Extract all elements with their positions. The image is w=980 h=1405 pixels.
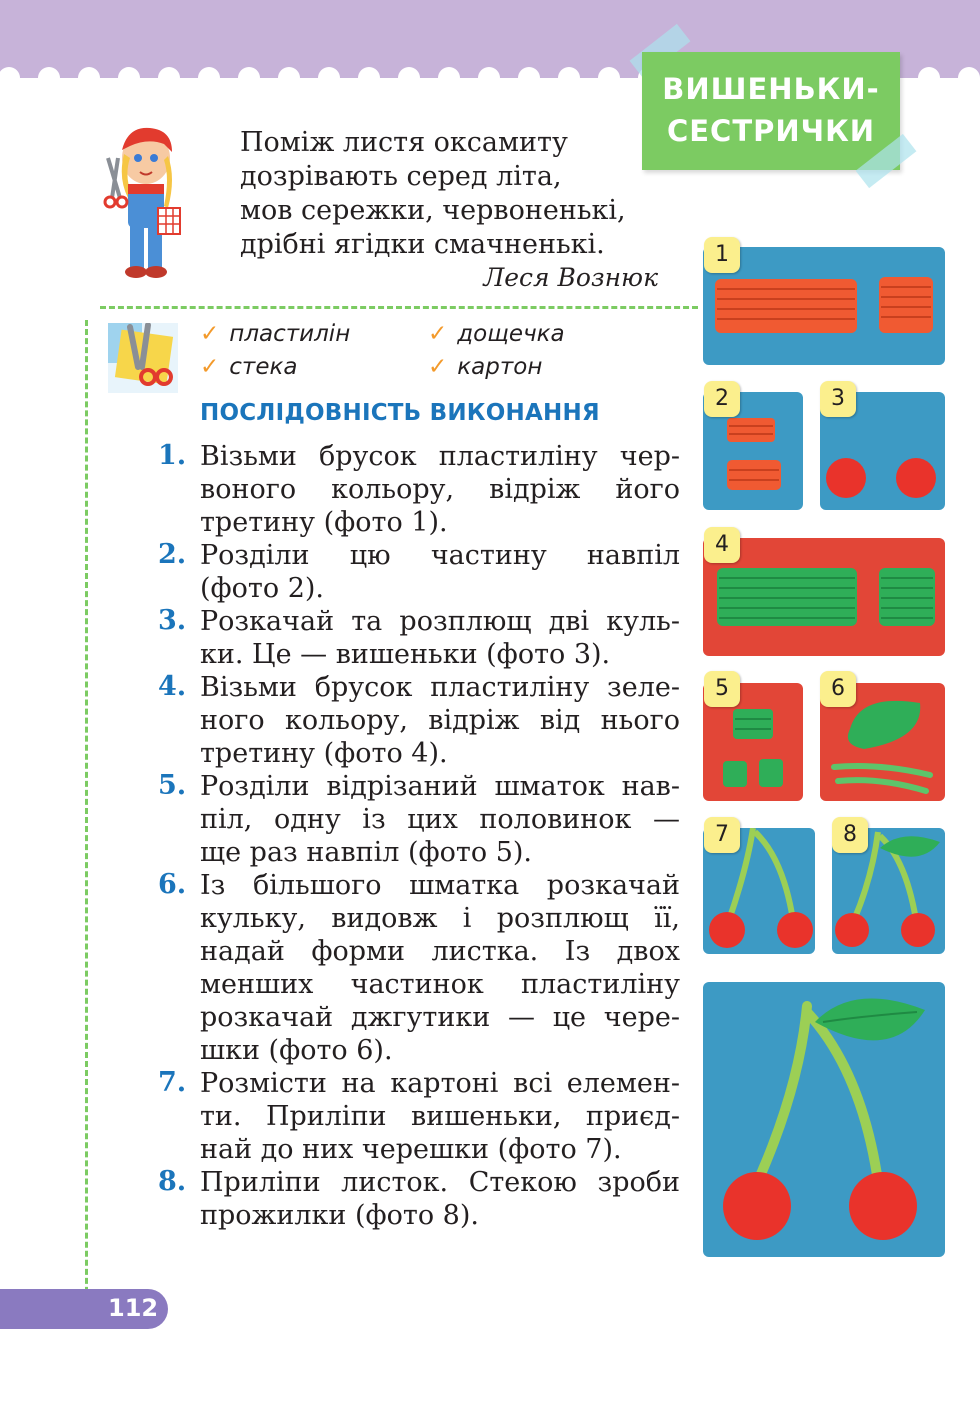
check-icon: ✓ [428, 321, 448, 347]
perforation-dot [358, 67, 380, 89]
title-line-2: СЕСТРИЧКИ [666, 114, 876, 148]
perforation-dot [238, 67, 260, 89]
tools-icon [108, 323, 178, 393]
step-number: 5. [158, 770, 187, 801]
page-number: 112 [108, 1294, 159, 1322]
step-text-line: Розмісти на картоні всі елемен- [200, 1068, 680, 1099]
perforation-dot [598, 67, 620, 89]
step-text-line: менших частинок пластиліну [200, 969, 680, 1000]
material-item [200, 321, 350, 347]
perforation-dot [78, 67, 100, 89]
step-number: 1. [158, 440, 187, 471]
step-number: 6. [158, 869, 187, 900]
photo-number-badge: 4 [704, 527, 740, 563]
step-text-line: Візьми брусок пластиліну зеле- [200, 672, 680, 703]
step-text-line: ще раз навпіл (фото 5). [200, 837, 533, 868]
step-text-line: (фото 2). [200, 573, 324, 604]
step-text-line: ного кольору, відріж від нього [200, 705, 680, 736]
perforation-dot [318, 67, 340, 89]
step-text-line: воного кольору, відріж його [200, 474, 680, 505]
step-text-line: Візьми брусок пластиліну чер- [200, 441, 680, 472]
perforation-dot [558, 67, 580, 89]
step-text-line: шки (фото 6). [200, 1035, 393, 1066]
poem-line: дозрівають серед літа, [240, 161, 562, 192]
poem-line: дрібні ягідки смачненькі. [240, 229, 605, 260]
material-label: стека [229, 354, 298, 380]
check-icon: ✓ [200, 354, 220, 380]
perforation-dot [198, 67, 220, 89]
poem-line: мов сережки, червоненькі, [240, 195, 626, 226]
step-text-line: прожилки (фото 8). [200, 1200, 479, 1231]
step-text-line: ки. Це — вишеньки (фото 3). [200, 639, 611, 670]
step-text-line: кульку, видовж і розплющ її, [200, 903, 680, 934]
perforation-dot [0, 67, 20, 89]
perforation-dot [118, 67, 140, 89]
title-line-1: ВИШЕНЬКИ- [662, 72, 880, 106]
photo-number-badge: 1 [704, 237, 740, 273]
check-icon: ✓ [200, 321, 220, 347]
step-number: 4. [158, 671, 187, 702]
material-item [428, 354, 542, 380]
step-number: 7. [158, 1067, 187, 1098]
step-text-line: піл, одну із цих половинок — [200, 804, 680, 835]
photo-result [703, 982, 945, 1257]
step-text-line: Із більшого шматка розкачай [200, 870, 680, 901]
step-text-line: надай форми листка. Із двох [200, 936, 680, 967]
perforation-dot [958, 67, 980, 89]
step-text-line: Розділи відрізаний шматок нав- [200, 771, 680, 802]
step-text-line: най до них черешки (фото 7). [200, 1134, 622, 1165]
photo-number-badge: 5 [704, 671, 740, 707]
check-icon: ✓ [428, 354, 448, 380]
step-number: 3. [158, 605, 187, 636]
step-text-line: розкачай джгутики — це чере- [200, 1002, 680, 1033]
girl-with-scissors-illustration [98, 118, 188, 283]
perforation-dot [158, 67, 180, 89]
title-badge [642, 52, 900, 170]
step-text-line: Розділи цю частину навпіл [200, 540, 680, 571]
step-text-line: Приліпи листок. Стекою зроби [200, 1167, 680, 1198]
perforation-dot [478, 67, 500, 89]
dashed-divider [100, 306, 698, 309]
photo-number-badge: 3 [820, 381, 856, 417]
step-number: 8. [158, 1166, 187, 1197]
page-number-tab [0, 1289, 168, 1329]
dashed-divider [85, 320, 88, 1320]
perforation-dot [38, 67, 60, 89]
step-text-line: Розкачай та розплющ дві куль- [200, 606, 680, 637]
poem-author: Леся Вознюк [483, 263, 658, 292]
photo-number-badge: 8 [832, 817, 868, 853]
step-number: 2. [158, 539, 187, 570]
perforation-dot [278, 67, 300, 89]
sequence-heading: ПОСЛІДОВНІСТЬ ВИКОНАННЯ [200, 400, 600, 426]
perforation-dot [918, 67, 940, 89]
perforation-dot [438, 67, 460, 89]
photo-number-badge: 6 [820, 671, 856, 707]
material-label: пластилін [229, 321, 351, 347]
material-item [428, 321, 565, 347]
poem-line: Поміж листя оксамиту [240, 127, 568, 158]
material-label: дощечка [457, 321, 565, 347]
perforation-dot [518, 67, 540, 89]
perforation-dot [398, 67, 420, 89]
material-label: картон [457, 354, 543, 380]
photo-number-badge: 7 [704, 817, 740, 853]
step-text-line: ти. Приліпи вишеньки, приєд- [200, 1101, 680, 1132]
material-item [200, 354, 297, 380]
photo-number-badge: 2 [704, 381, 740, 417]
step-text-line: третину (фото 1). [200, 507, 448, 538]
step-text-line: третину (фото 4). [200, 738, 448, 769]
